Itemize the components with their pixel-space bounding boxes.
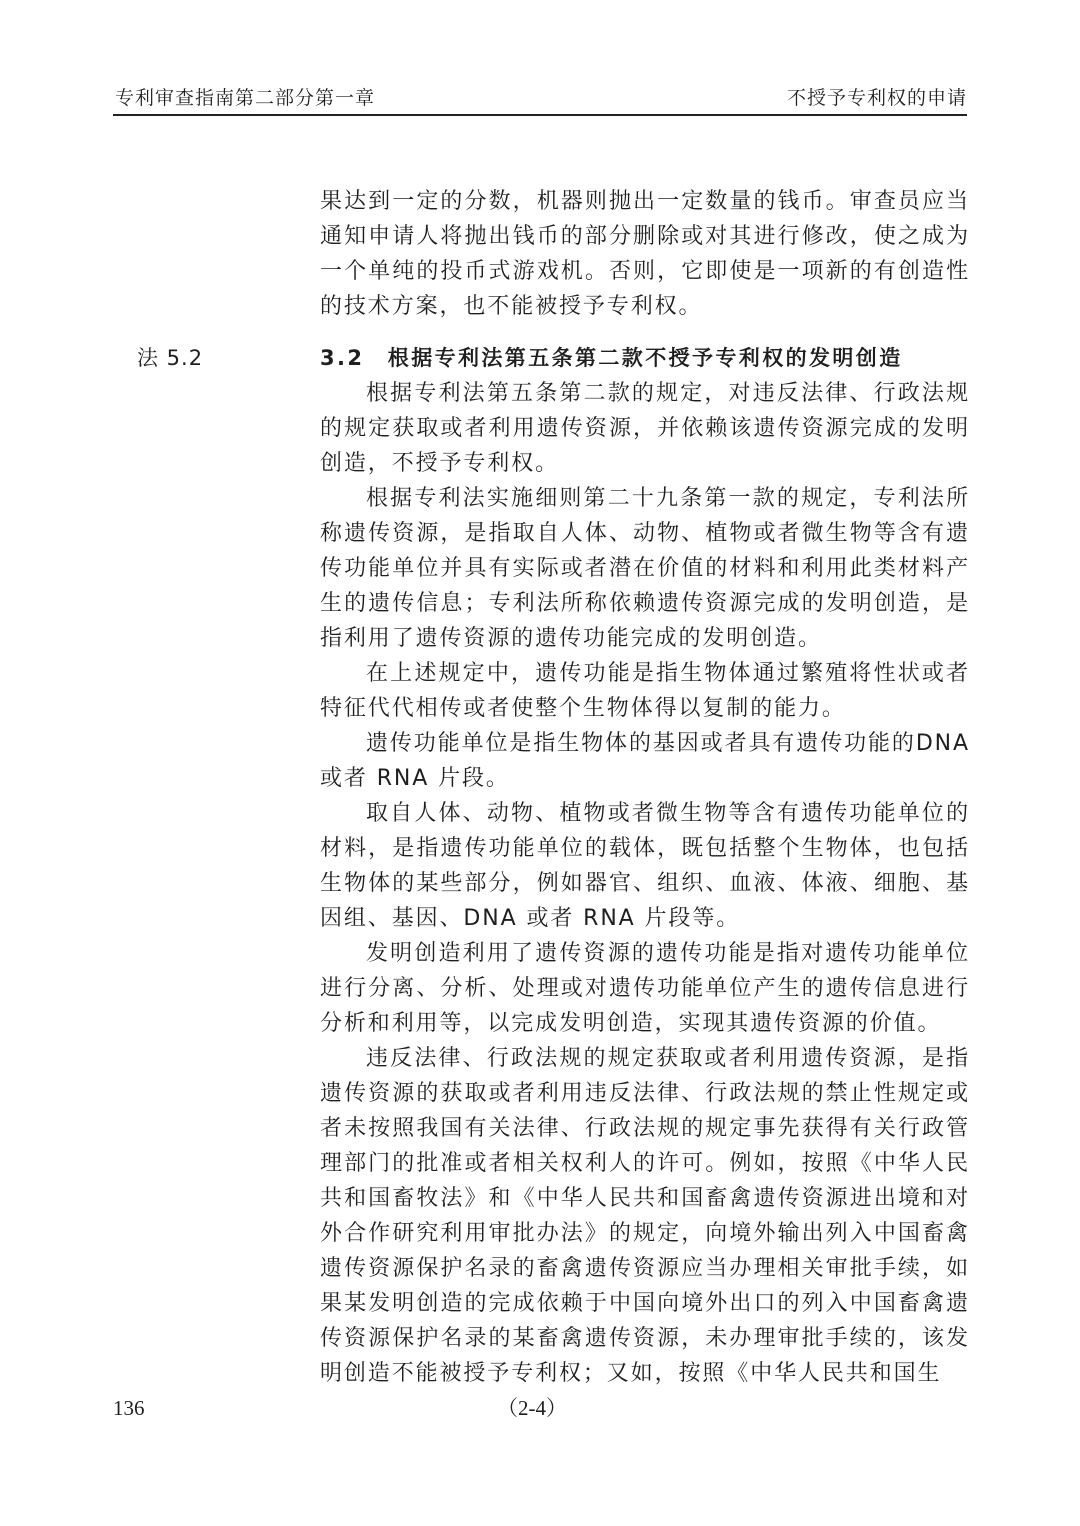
footer-section-code: （2-4） [497,1396,567,1420]
continued-paragraph: 果达到一定的分数，机器则抛出一定数量的钱币。审查员应当通知申请人将抛出钱币的部分删除或对其进行修改，使之成为一个单纯的投币式游戏机。否则，它即使是一项新的有创造性的技术方案，也不能被授予专利权。 [320,189,970,319]
body-paragraph: 取自人体、动物、植物或者微生物等含有遗传功能单位的材料，是指遗传功能单位的载体，既包括整个生物体，也包括生物体的某些部分，例如器官、组织、血液、体液、细胞、基因组、基因、DNA 或者 RNA 片段等。 [320,801,970,931]
section-body [320,376,970,1391]
body-paragraph: 违反法律、行政法规的规定获取或者利用遗传资源，是指遗传资源的获取或者利用违反法律、行政法规的禁止性规定或者未按照我国有关法律、行政法规的规定事先获得有关行政管理部门的批准或者相关权利人的许可。例如，按照《中华人民共和国畜牧法》和《中华人民共和国畜禽遗传资源进出境和对外合作研究利用审批办法》的规定，向境外输出列入中国畜禽遗传资源保护名录的畜禽遗传资源应当办理相关审批手续，如果某发明创造的完成依赖于中国向境外出口的列入中国畜禽遗传资源保护名录的某畜禽遗传资源，未办理审批手续的，该发明创造不能被授予专利权；又如，按照《中华人民共和国生 [320,1046,970,1386]
body-paragraph: 遗传功能单位是指生物体的基因或者具有遗传功能的DNA 或者 RNA 片段。 [320,731,970,791]
body-paragraph: 根据专利法实施细则第二十九条第一款的规定，专利法所称遗传资源，是指取自人体、动物、植物或者微生物等含有遗传功能单位并具有实际或者潜在价值的材料和利用此类材料产生的遗传信息；专利法所称依赖遗传资源完成的发明创造，是指利用了遗传资源的遗传功能完成的发明创造。 [320,486,970,651]
header-chapter-title: 专利审查指南第二部分第一章 [115,87,376,109]
page-number: 136 [113,1396,145,1420]
body-paragraph: 发明创造利用了遗传资源的遗传功能是指对遗传功能单位进行分离、分析、处理或对遗传功能单位产生的遗传信息进行分析和利用等，以完成发明创造，实现其遗传资源的价值。 [320,941,970,1036]
margin-note-law-reference: 法 5.2 [137,346,204,370]
running-header [113,84,967,116]
body-paragraph: 根据专利法第五条第二款的规定，对违反法律、行政法规的规定获取或者利用遗传资源，并依赖该遗传资源完成的发明创造，不授予专利权。 [320,381,970,476]
header-section-title: 不授予专利权的申请 [786,87,967,109]
section-heading: 3.2 根据专利法第五条第二款不授予专利权的发明创造 [320,346,903,370]
body-paragraph: 在上述规定中，遗传功能是指生物体通过繁殖将性状或者特征代代相传或者使整个生物体得以复制的能力。 [320,661,970,721]
